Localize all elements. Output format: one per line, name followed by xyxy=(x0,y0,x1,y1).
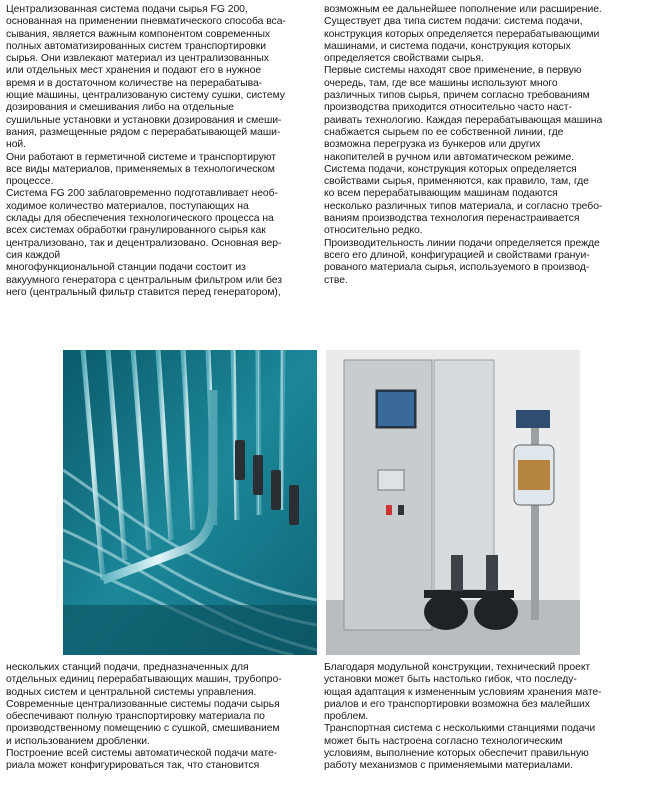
text-line: машинами, и система подачи, конструкция которых xyxy=(324,40,571,52)
text-line: процессе. xyxy=(6,176,54,188)
text-line: Первые системы находят свое применение, в первую xyxy=(324,65,582,77)
paragraph xyxy=(6,188,316,299)
text-line: Система FG 200 заблаговременно подготавливает необ- xyxy=(6,188,278,200)
text-line: свойствами сырья, применяются, как правило, там, где xyxy=(324,176,589,188)
paragraph xyxy=(6,748,316,773)
text-line: снабжается сырьем по ее собственной линии, где xyxy=(324,126,564,138)
text-line: установки может быть настолько гибок, что последу- xyxy=(324,674,577,686)
text-line: всех системах обработки гранулированного сырья как xyxy=(6,225,266,237)
paragraph xyxy=(324,4,639,65)
paragraph xyxy=(6,699,316,748)
text-column-top-left xyxy=(6,4,316,299)
paragraph xyxy=(6,4,316,152)
paragraph xyxy=(6,662,316,699)
paragraph xyxy=(324,65,639,237)
text-line: или отдельных мест хранения и подают его в нужное xyxy=(6,65,262,77)
text-line: всего его длиной, конфигурацией и свойствами грануи- xyxy=(324,249,590,261)
text-column-bottom-left xyxy=(6,662,316,773)
text-line: несколько различных типов материала, и согласно требо- xyxy=(324,200,603,212)
text-line: риала может конфигурироваться так, что становится xyxy=(6,760,260,772)
text-column-top-right xyxy=(324,4,639,287)
text-line: относительно редко. xyxy=(324,225,423,237)
pipes-illustration xyxy=(63,350,317,655)
text-line: конструкция которых определяется перерабатывающими xyxy=(324,28,600,40)
text-line: и использованием дробленки. xyxy=(6,735,150,747)
text-line: централизовано, так и децентрализовано. Основная вер- xyxy=(6,237,282,249)
text-line: сушильные установки и установки дозирования и смеши- xyxy=(6,114,282,126)
text-line: многофункциональной станции подачи состоит из xyxy=(6,262,246,274)
text-line: ко всем перерабатывающим машинам подаются xyxy=(324,188,558,200)
text-line: Построение всей системы автоматической подачи мате- xyxy=(6,748,278,760)
text-line: ной. xyxy=(6,139,27,151)
text-line: раивать технологию. Каждая перерабатывающая машина xyxy=(324,114,603,126)
text-line: все виды материалов, применяемых в технологическом xyxy=(6,163,275,175)
photo-control-cabinet xyxy=(326,350,580,655)
cabinet-illustration xyxy=(326,350,580,655)
text-line: производства приходится относительно часто наст- xyxy=(324,102,572,114)
text-line: склады для обеспечения технологического процесса на xyxy=(6,213,274,225)
paragraph xyxy=(324,238,639,287)
text-line: нескольких станций подачи, предназначенных для xyxy=(6,662,249,673)
text-line: возможным ее дальнейшее пополнение или расширение. xyxy=(324,4,602,15)
text-line: время и в достаточном количестве на перерабатыва- xyxy=(6,77,263,89)
text-line: отдельных единиц перерабатывающих машин, трубопро- xyxy=(6,674,282,686)
text-line: него (центральный фильтр ставится перед генератором), xyxy=(6,286,281,298)
text-line: различных типов сырья, причем согласно требованиям xyxy=(324,90,590,102)
text-line: риалов и его транспортировки возможна без малейших xyxy=(324,698,590,710)
text-line: вания, размещенные рядом с перерабатывающей маши- xyxy=(6,126,281,138)
text-line: Система подачи, конструкция которых определяется xyxy=(324,163,577,175)
text-line: Централизованная система подачи сырья FG 200, xyxy=(6,4,248,15)
text-line: сия каждой xyxy=(6,249,61,261)
text-line: возможна перегрузка из бункеров или других xyxy=(324,139,541,151)
text-line: Благодаря модульной конструкции, технический проект xyxy=(324,662,591,673)
text-line: рованого материала сырья, используемого в производ- xyxy=(324,262,590,274)
text-line: обеспечивают полную транспортировку материала по xyxy=(6,711,265,723)
text-line: проблем. xyxy=(324,711,369,723)
text-line: Существует два типа систем подачи: система подачи, xyxy=(324,16,583,28)
photo-conveying-pipes xyxy=(63,350,317,655)
text-line: сырья. Они извлекают материал из централизованных xyxy=(6,53,269,65)
paragraph xyxy=(6,152,316,189)
text-line: накопителей в ручном или автоматическом режиме. xyxy=(324,151,575,163)
text-line: Современные централизованные системы подачи сырья xyxy=(6,698,280,710)
text-line: основанная на применении пневматического способа вса- xyxy=(6,16,286,28)
text-line: условиям, выполнение которых обеспечит правильную xyxy=(324,748,589,760)
text-line: производственному помещению с сушкой, смешиванием xyxy=(6,723,280,735)
text-line: водных систем и центральной системы управления. xyxy=(6,686,257,698)
text-line: сывания, является важным компонентом современных xyxy=(6,28,271,40)
paragraph xyxy=(324,723,639,772)
text-line: Транспортная система с несколькими станциями подачи xyxy=(324,723,596,735)
text-line: Производительность линии подачи определяется прежде xyxy=(324,237,600,249)
text-line: вакуумного генератора с центральным фильтром или без xyxy=(6,274,282,286)
text-line: ваниям производства технология перенастраивается xyxy=(324,213,580,225)
text-line: Они работают в герметичной системе и транспортируют xyxy=(6,151,277,163)
text-line: полных автоматизированных систем транспортировки xyxy=(6,40,267,52)
text-line: дозирования и смешивания либо на отдельные xyxy=(6,102,234,114)
text-column-bottom-right xyxy=(324,662,639,773)
text-line: стве. xyxy=(324,274,348,286)
paragraph xyxy=(324,662,639,723)
text-line: может быть настроена согласно технологическим xyxy=(324,735,563,747)
text-line: очередь, там, где все машины используют много xyxy=(324,77,558,89)
text-line: определяется свойствами сырья. xyxy=(324,53,484,65)
text-line: ходимое количество материалов, поступающих на xyxy=(6,200,249,212)
text-line: работу механизмов с применяемыми материалами. xyxy=(324,760,573,772)
text-line: ющая адаптация к измененным условиям хранения мате- xyxy=(324,686,602,698)
text-line: ющие машины, централизованую систему сушки, систему xyxy=(6,90,285,102)
